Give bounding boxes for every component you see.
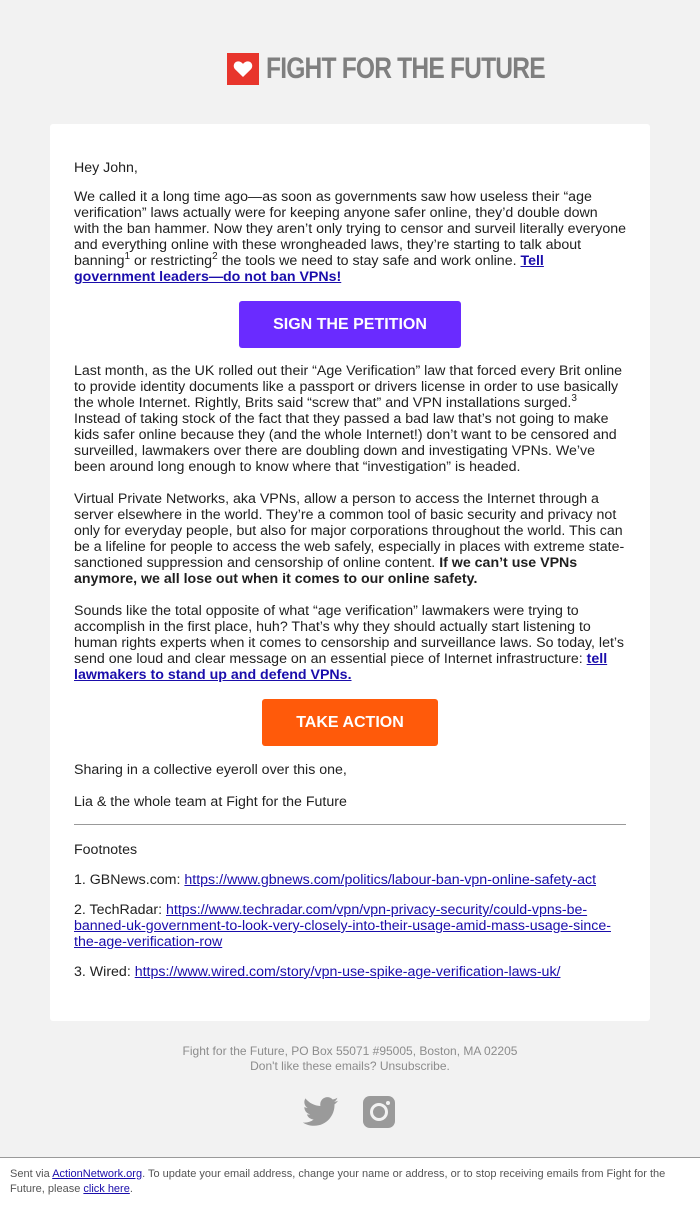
signature: Lia & the whole team at Fight for the Future: [74, 794, 347, 810]
email-card: [50, 124, 650, 1021]
footnote-3: [74, 964, 626, 980]
paragraph-vpn: [74, 491, 626, 587]
actionnetwork-link[interactable]: ActionNetwork.org: [52, 1168, 143, 1180]
action-text: Sounds like the total opposite of what “age verification” lawmakers were trying to accomplish in the first place, huh? That’s why they should actually start listening to human rights experts when it comes to censorship and surveillance laws. So today, let’s send one loud and clear message on an essential piece of Internet infrastructure:: [74, 603, 624, 667]
take-action-button[interactable]: TAKE ACTION: [262, 699, 438, 746]
uk-text-a: Last month, as the UK rolled out their “Age Verification” law that forced every Brit online to provide identity documents like a passport or drivers license in order to use basically the whole Internet. Rightly, Brits said “screw that” and VPN installations surged.: [74, 363, 623, 411]
cta-action-wrap: [74, 699, 626, 746]
email-body: [74, 160, 626, 980]
sent-via-text-b: . To update your email address, change your name or address, or to stop receiving emails from Fight for the Future, please: [10, 1168, 666, 1195]
logo-text: FIGHT FOR THE FUTURE: [266, 52, 545, 85]
intro-text-a: We called it a long time ago—as soon as governments saw how useless their “age verification” laws actually were for keeping anyone safer online, they’d double down with the ban hammer. Now they aren’t only trying to censor and surveil literally everyone and everything online with these wrongheaded laws, they’re starting to talk about banning: [74, 189, 627, 269]
footnote-1-link[interactable]: https://www.gbnews.com/politics/labour-ban-vpn-online-safety-act: [184, 872, 597, 888]
heart-icon: [227, 53, 259, 85]
footnote-1: [74, 872, 626, 888]
paragraph-action: [74, 603, 626, 683]
footnote-3-link[interactable]: https://www.wired.com/story/vpn-use-spike-age-verification-laws-uk/: [134, 964, 561, 980]
sent-via-bar: [0, 1157, 700, 1224]
brand-logo[interactable]: [227, 53, 606, 85]
defend-vpns-link[interactable]: tell lawmakers to stand up and defend VPNs.: [74, 651, 608, 683]
footnote-ref-1: 1: [124, 251, 131, 262]
social-links: [0, 1095, 700, 1129]
petition-link[interactable]: Tell government leaders—do not ban VPNs!: [74, 253, 544, 285]
click-here-link[interactable]: click here: [83, 1183, 130, 1195]
signoff: Sharing in a collective eyeroll over this one,: [74, 762, 347, 778]
vpn-bold-text: If we can’t use VPNs anymore, we all lose out when it comes to our online safety.: [74, 555, 578, 587]
footnotes-title: Footnotes: [74, 842, 138, 858]
intro-text-b: or restricting: [130, 253, 213, 269]
footnote-1-prefix: 1. GBNews.com:: [74, 872, 185, 888]
uk-text-b: Instead of taking stock of the fact that they passed a bad law that’s not going to make kids safer online because they (and the whole Internet!) don’t want to be censored and surveilled, lawmakers over there are doubling down and investigating VPNs. We’ve been around long enough to know where that “investigation” is headed.: [74, 411, 617, 475]
footnote-2-link[interactable]: https://www.techradar.com/vpn/vpn-privacy-security/could-vpns-be-banned-uk-government-to-look-very-closely-into-their-usage-amid-mass-usage-since-the-age-verification-row: [74, 902, 611, 950]
intro-text-c: the tools we need to stay safe and work online.: [217, 253, 521, 269]
footnote-ref-3: 3: [571, 393, 577, 404]
vpn-text: Virtual Private Networks, aka VPNs, allow a person to access the Internet through a server elsewhere in the world. They’re a common tool of basic security and privacy not only for everyday people, but also for major corporations throughout the world. This can be a lifeline for people to access the web safely, especially in places with extreme state-sanctioned suppression and censorship of online content.: [74, 491, 625, 571]
twitter-icon[interactable]: [303, 1095, 339, 1129]
unsubscribe-text[interactable]: Don't like these emails? Unsubscribe.: [250, 1059, 450, 1073]
footnote-ref-2: 2: [212, 251, 218, 262]
email-header: [0, 0, 700, 124]
paragraph-uk: [74, 363, 626, 475]
footnote-2: [74, 902, 626, 950]
sent-via-text-c: .: [129, 1183, 133, 1195]
sent-via-text-a: Sent via: [10, 1168, 53, 1180]
cta-petition-wrap: [74, 301, 626, 348]
footer-address: Fight for the Future, PO Box 55071 #95005, Boston, MA 02205: [182, 1044, 518, 1058]
instagram-icon[interactable]: [361, 1095, 397, 1129]
footnote-3-prefix: 3. Wired:: [74, 964, 135, 980]
sign-petition-button[interactable]: SIGN THE PETITION: [239, 301, 461, 348]
footnote-2-prefix: 2. TechRadar:: [74, 902, 167, 918]
greeting: Hey John,: [74, 160, 138, 176]
divider: [74, 824, 626, 825]
footer-address-block: [0, 1044, 700, 1074]
paragraph-intro: [74, 189, 626, 285]
